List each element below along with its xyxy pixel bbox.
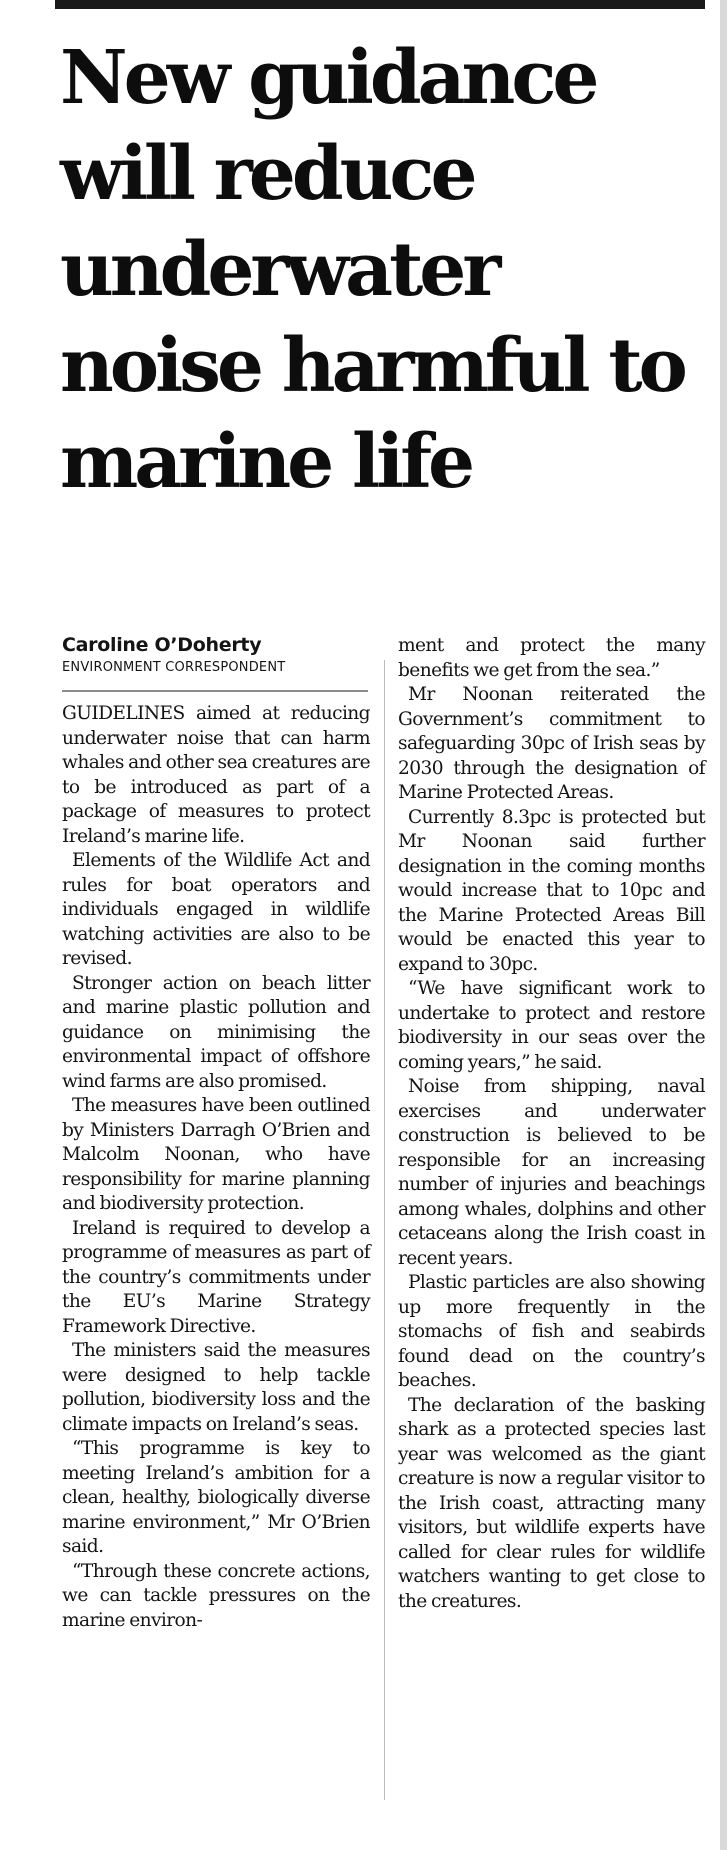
paragraph: Stronger action on beach litter and marine plastic pollution and guidance on minimising the environmental impact of offshore wind farms are also promised.	[62, 972, 370, 1092]
paragraph: Ireland is required to develop a programme of measures as part of the country’s commitments under the EU’s Marine Strategy Framework Directive.	[62, 1217, 370, 1337]
paragraph: Currently 8.3pc is protected but Mr Noonan said further designation in the coming months would increase that to 10pc and the Marine Protected Areas Bill would be enacted this year to expand to 30pc.	[398, 806, 705, 975]
paragraph: The declaration of the basking shark as a protected species last year was welcomed as the giant creature is now a regular visitor to the Irish coast, attracting many visitors, but wildlife experts have called for clear rules for wildlife watchers wanting to get close to the creatures.	[398, 1394, 705, 1612]
column-divider	[384, 660, 385, 1800]
byline-role: ENVIRONMENT CORRESPONDENT	[62, 660, 286, 675]
headline: New guidance will reduce underwater noise harmful to marine life	[60, 35, 684, 505]
paragraph: Plastic particles are also showing up more frequently in the stomachs of fish and seabirds found dead on the country’s beaches.	[398, 1272, 705, 1391]
paragraph: “We have significant work to undertake to protect and restore biodiversity in our seas over the coming years,” he said.	[398, 978, 705, 1073]
body-column-1	[62, 702, 370, 1633]
byline-rule	[62, 690, 368, 692]
paragraph: GUIDELINES aimed at reducing underwater noise that can harm whales and other sea creatures are to be introduced as part of a package of measures to protect Ireland’s marine life.	[62, 703, 370, 847]
paragraph: Elements of the Wildlife Act and rules for boat operators and individuals engaged in wildlife watching activities are also to be revised.	[62, 850, 370, 969]
byline	[62, 634, 372, 677]
top-rule	[55, 0, 705, 9]
paragraph: Noise from shipping, naval exercises and underwater construction is believed to be responsible for an increasing number of injuries and beachings among whales, dolphins and other cetaceans along the Irish coast in recent years.	[398, 1076, 705, 1269]
paragraph: “Through these concrete actions, we can tackle pressures on the marine environ-	[62, 1560, 370, 1631]
paragraph: The ministers said the measures were designed to help tackle pollution, biodiversity loss and the climate impacts on Ireland’s seas.	[62, 1340, 370, 1435]
paragraph: “This programme is key to meeting Ireland’s ambition for a clean, healthy, biologically diverse marine environment,” Mr O’Brien said.	[62, 1438, 370, 1557]
body-column-2	[398, 634, 705, 1614]
paragraph: The measures have been outlined by Ministers Darragh O’Brien and Malcolm Noonan, who have responsibility for marine planning and biodiversity protection.	[62, 1095, 370, 1214]
paragraph: ment and protect the many benefits we get from the sea.”	[398, 635, 705, 681]
byline-author: Caroline O’Doherty	[62, 634, 262, 656]
paragraph: Mr Noonan reiterated the Government’s commitment to safeguarding 30pc of Irish seas by 2030 through the designation of Marine Protected Areas.	[398, 684, 705, 803]
page-edge	[720, 0, 727, 1850]
